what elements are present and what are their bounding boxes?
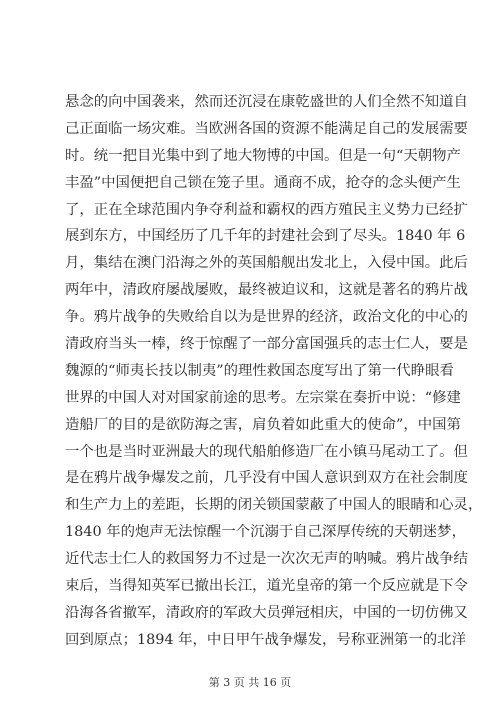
page-footer [0,676,500,690]
text-line: 清政府当头一棒，终于惊醒了一部分富国强兵的志士仁人，要是 [65,336,468,353]
text-line: 争。鸦片战争的失败给自以为是世界的经济，政治文化的中心的 [65,309,468,326]
text-line: 世界的中国人对对国家前途的思考。左宗棠在奏折中说：“修建 [65,389,461,406]
text-line: 回到原点；1894 年，中日甲午战争爆发，号称亚洲第一的北洋 [65,631,466,648]
text-line: 丰盈”中国便把自己锁在笼子里。通商不成，抢夺的念头便产生 [65,174,461,191]
text-line: 魏源的“师夷长技以制夷”的理性救国态度写出了第一代睁眼看 [65,362,454,379]
text-line: 近代志士仁人的救国努力不过是一次次无声的呐喊。鸦片战争结 [65,551,468,568]
text-line: 展到东方，中国经历了几千年的封建社会到了尽头。1840 年 6 [65,228,466,245]
text-line: 是在鸦片战争爆发之前，几乎没有中国人意识到双方在社会制度 [65,470,468,487]
text-line: 沿海各省撤军，清政府的军政大员弹冠相庆，中国的一切仿佛又 [65,604,468,621]
text-line: 时。统一把目光集中到了地大物博的中国。但是一句“天朝物产 [65,147,461,164]
text-line: 造船厂的目的是欲防海之害，肩负着如此重大的使命”，中国第 [65,416,461,433]
text-line: 己正面临一场灾难。当欧洲各国的资源不能满足自己的发展需要 [65,120,468,137]
text-line: 月，集结在澳门沿海之外的英国船舰出发北上，入侵中国。此后 [65,255,468,272]
text-line: 1840 年的炮声无法惊醒一个沉溺于自己深厚传统的天朝迷梦， [65,524,466,541]
text-line: 和生产力上的差距，长期的闭关锁国蒙蔽了中国人的眼睛和心灵， [65,497,483,514]
text-line: 两年中，清政府屡战屡败，最终被迫议和，这就是著名的鸦片战 [65,282,468,299]
text-line: 一个也是当时亚洲最大的现代船舶修造厂在小镇马尾动工了。但 [65,443,468,460]
text-line: 了，正在全球范围内争夺利益和霸权的西方殖民主义势力已经扩 [65,201,468,218]
text-line: 悬念的向中国袭来，然而还沉浸在康乾盛世的人们全然不知道自 [65,94,468,110]
body-text [65,89,483,654]
page-number: 第 3 页 共 16 页 [208,676,292,689]
text-line: 束后，当得知英军已撤出长江，道光皇帝的第一个反应就是下令 [65,578,468,595]
